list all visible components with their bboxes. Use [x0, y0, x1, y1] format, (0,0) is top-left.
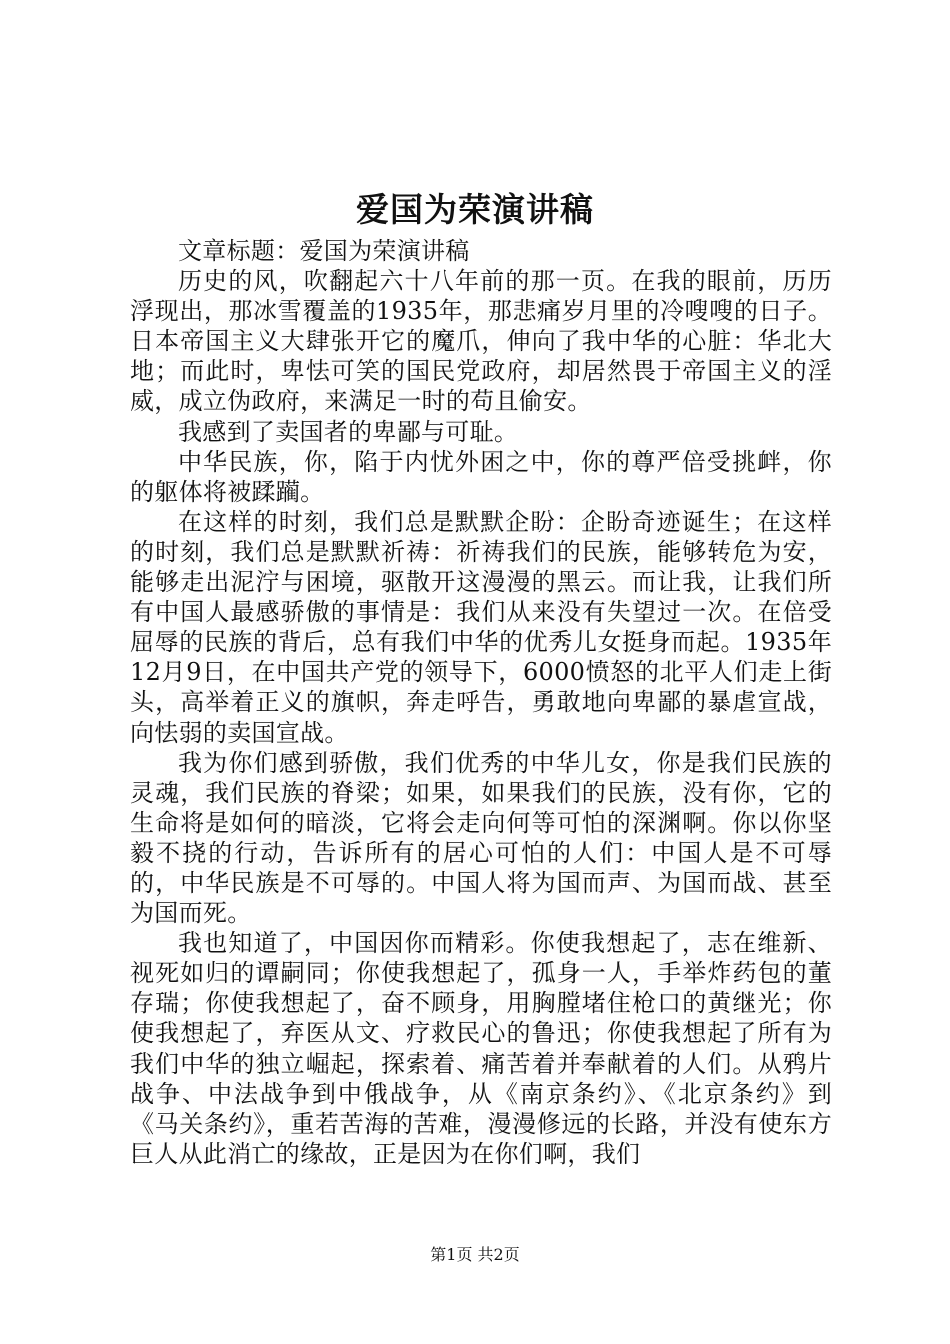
paragraph: 我为你们感到骄傲，我们优秀的中华儿女，你是我们民族的灵魂，我们民族的脊梁；如果，如果我们的民族，没有你，它的生命将是如何的暗淡，它将会走向何等可怕的深渊啊。你以你坚毅不挠的行动，告诉所有的居心可怕的人们：中国人是不可辱的，中华民族是不可辱的。中国人将为国而声、为国而战、甚至为国而死。	[130, 748, 832, 928]
paragraph-article-title: 文章标题：爱国为荣演讲稿	[178, 237, 470, 265]
paragraph: 中华民族，你，陷于内忧外困之中，你的尊严倍受挑衅，你的躯体将被蹂躏。	[130, 447, 832, 506]
page-number-footer: 第1页 共2页	[430, 1245, 520, 1264]
paragraph: 我也知道了，中国因你而精彩。你使我想起了，志在维新、视死如归的谭嗣同；你使我想起了，孤身一人，手举炸药包的董存瑞；你使我想起了，奋不顾身，用胸膛堵住枪口的黄继光；你使我想起了，弃医从文、疗救民心的鲁迅；你使我想起了所有为我们中华的独立崛起，探索着、痛苦着并奉献着的人们。从鸦片战争、中法战争到中俄战争，从《南京条约》、《北京条约》到《马关条约》，重若苦海的苦难，漫漫修远的长路，并没有使东方巨人从此消亡的缘故，正是因为在你们啊，我们	[130, 929, 832, 1168]
paragraph: 在这样的时刻，我们总是默默企盼：企盼奇迹诞生；在这样的时刻，我们总是默默祈祷：祈祷我们的民族，能够转危为安，能够走出泥泞与困境，驱散开这漫漫的黑云。而让我，让我们所有中国人最感骄傲的事情是：我们从来没有失望过一次。在倍受屈辱的民族的背后，总有我们中华的优秀儿女挺身而起。1935年12月9日，在中国共产党的领导下，6000愤怒的北平人们走上街头，高举着正义的旗帜，奔走呼告，勇敢地向卑鄙的暴虐宣战，向怯弱的卖国宣战。	[130, 507, 832, 747]
document-title: 爱国为荣演讲稿	[356, 190, 594, 229]
paragraph: 我感到了卖国者的卑鄙与可耻。	[178, 417, 519, 446]
document-body	[130, 236, 832, 1169]
paragraph: 历史的风，吹翻起六十八年前的那一页。在我的眼前，历历浮现出，那冰雪覆盖的1935年，那悲痛岁月里的冷嗖嗖的日子。日本帝国主义大肆张开它的魔爪，伸向了我中华的心脏：华北大地；而此时，卑怯可笑的国民党政府，却居然畏于帝国主义的淫威，成立伪政府，来满足一时的苟且偷安。	[130, 267, 832, 416]
